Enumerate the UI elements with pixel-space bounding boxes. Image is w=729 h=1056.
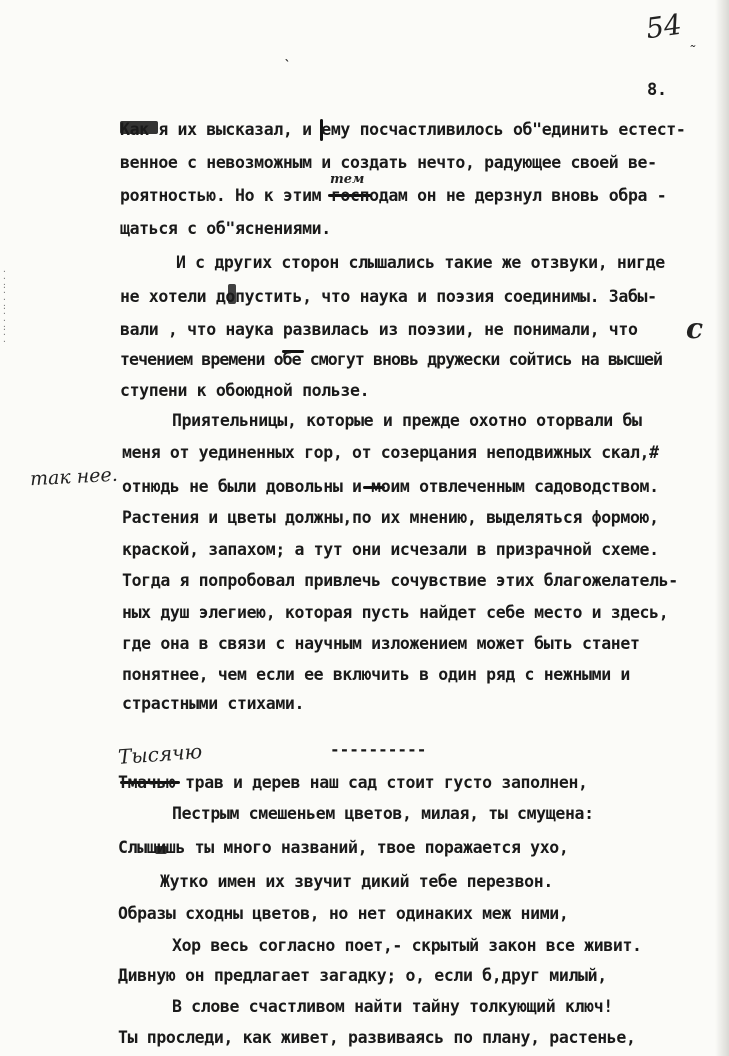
poem-line: Пестрым смешеньем цветов, милая, ты смущена: <box>172 804 594 823</box>
corner-page-mark: 54 <box>643 7 684 46</box>
poem-line: Жутко имен их звучит дикий тебе перезвон. <box>160 872 553 891</box>
margin-specks: · · : · · : · · : · · <box>2 267 7 346</box>
poem-line: Образы сходны цветов, но нет одинаких меж ними, <box>118 904 569 923</box>
poem-line: Слышишь ты много названий, твое поражается ухо, <box>118 838 569 857</box>
prose-line: венное с невозможным и создать нечто, радующее своей ве- <box>120 153 657 172</box>
prose-line: щаться с об"яснениями. <box>120 219 331 238</box>
prose-line: Растения и цветы должны,по их мнению, выделяться формою, <box>122 508 659 527</box>
prose-line: ступени к обоюдной пользе. <box>120 381 370 400</box>
poem-line: Ты проследи, как живет, развиваясь по плану, растенье, <box>118 1028 636 1047</box>
prose-line: понятнее, чем если ее включить в один ряд с нежными и <box>122 665 630 684</box>
page-edge-shadow <box>715 0 729 1056</box>
poem-line: В слове счастливом найти тайну толкующий ключ! <box>172 997 613 1016</box>
prose-line: роятностью. Но к этим господам он не дерзнул вновь обра - <box>120 186 667 205</box>
prose-line: Приятельницы, которые и прежде охотно оторвали бы <box>172 411 642 430</box>
prose-line: вали , что наука развилась из поэзии, не понимали, что <box>120 320 638 339</box>
prose-line: страстными стихами. <box>122 694 305 713</box>
poem-line: Дивную он предлагает загадку; о, если б,друг милый, <box>118 966 607 985</box>
insertion-e: с <box>686 312 704 345</box>
section-divider: ---------- <box>330 740 427 759</box>
corner-tick: ˜ <box>688 44 695 60</box>
margin-note: так нее. <box>29 463 119 491</box>
page-number: 8. <box>647 80 667 100</box>
prose-line: И с других сторон слышались такие же отзвуки, нигде <box>176 253 665 272</box>
prose-line: краской, запахом; а тут они исчезали в призрачной схеме. <box>122 540 659 559</box>
poem-line: Хор весь согласно поет,- скрытый закон все живит. <box>172 936 642 955</box>
prose-line: где она в связи с научным изложением может быть станет <box>122 634 640 653</box>
prose-line: течением времени обе смогут вновь дружески сойтись на высшей <box>120 350 663 369</box>
prose-line: меня от уединенных гор, от созерцания неподвижных скал,# <box>122 443 659 462</box>
prose-line: Тогда я попробовал привлечь сочувствие этих благожелатель- <box>122 571 678 590</box>
prose-line: не хотели допустить, что наука и поэзия соединимы. Забы- <box>120 287 657 306</box>
prose-line: отнюдь не были довольны и моим отвлеченным садоводством. <box>122 477 659 496</box>
prose-line: Как я их высказал, и ему посчастливилось об"единить естест- <box>120 120 686 139</box>
insertion-tysyachyu: Тысячю <box>117 739 203 769</box>
insertion-tem: тем <box>330 172 365 187</box>
poem-line: Тмачью трав и дерев наш сад стоит густо заполнен, <box>118 773 588 792</box>
stray-mark: ` <box>284 58 291 72</box>
prose-line: ных душ элегиею, которая пусть найдет себе место и здесь, <box>122 603 669 622</box>
